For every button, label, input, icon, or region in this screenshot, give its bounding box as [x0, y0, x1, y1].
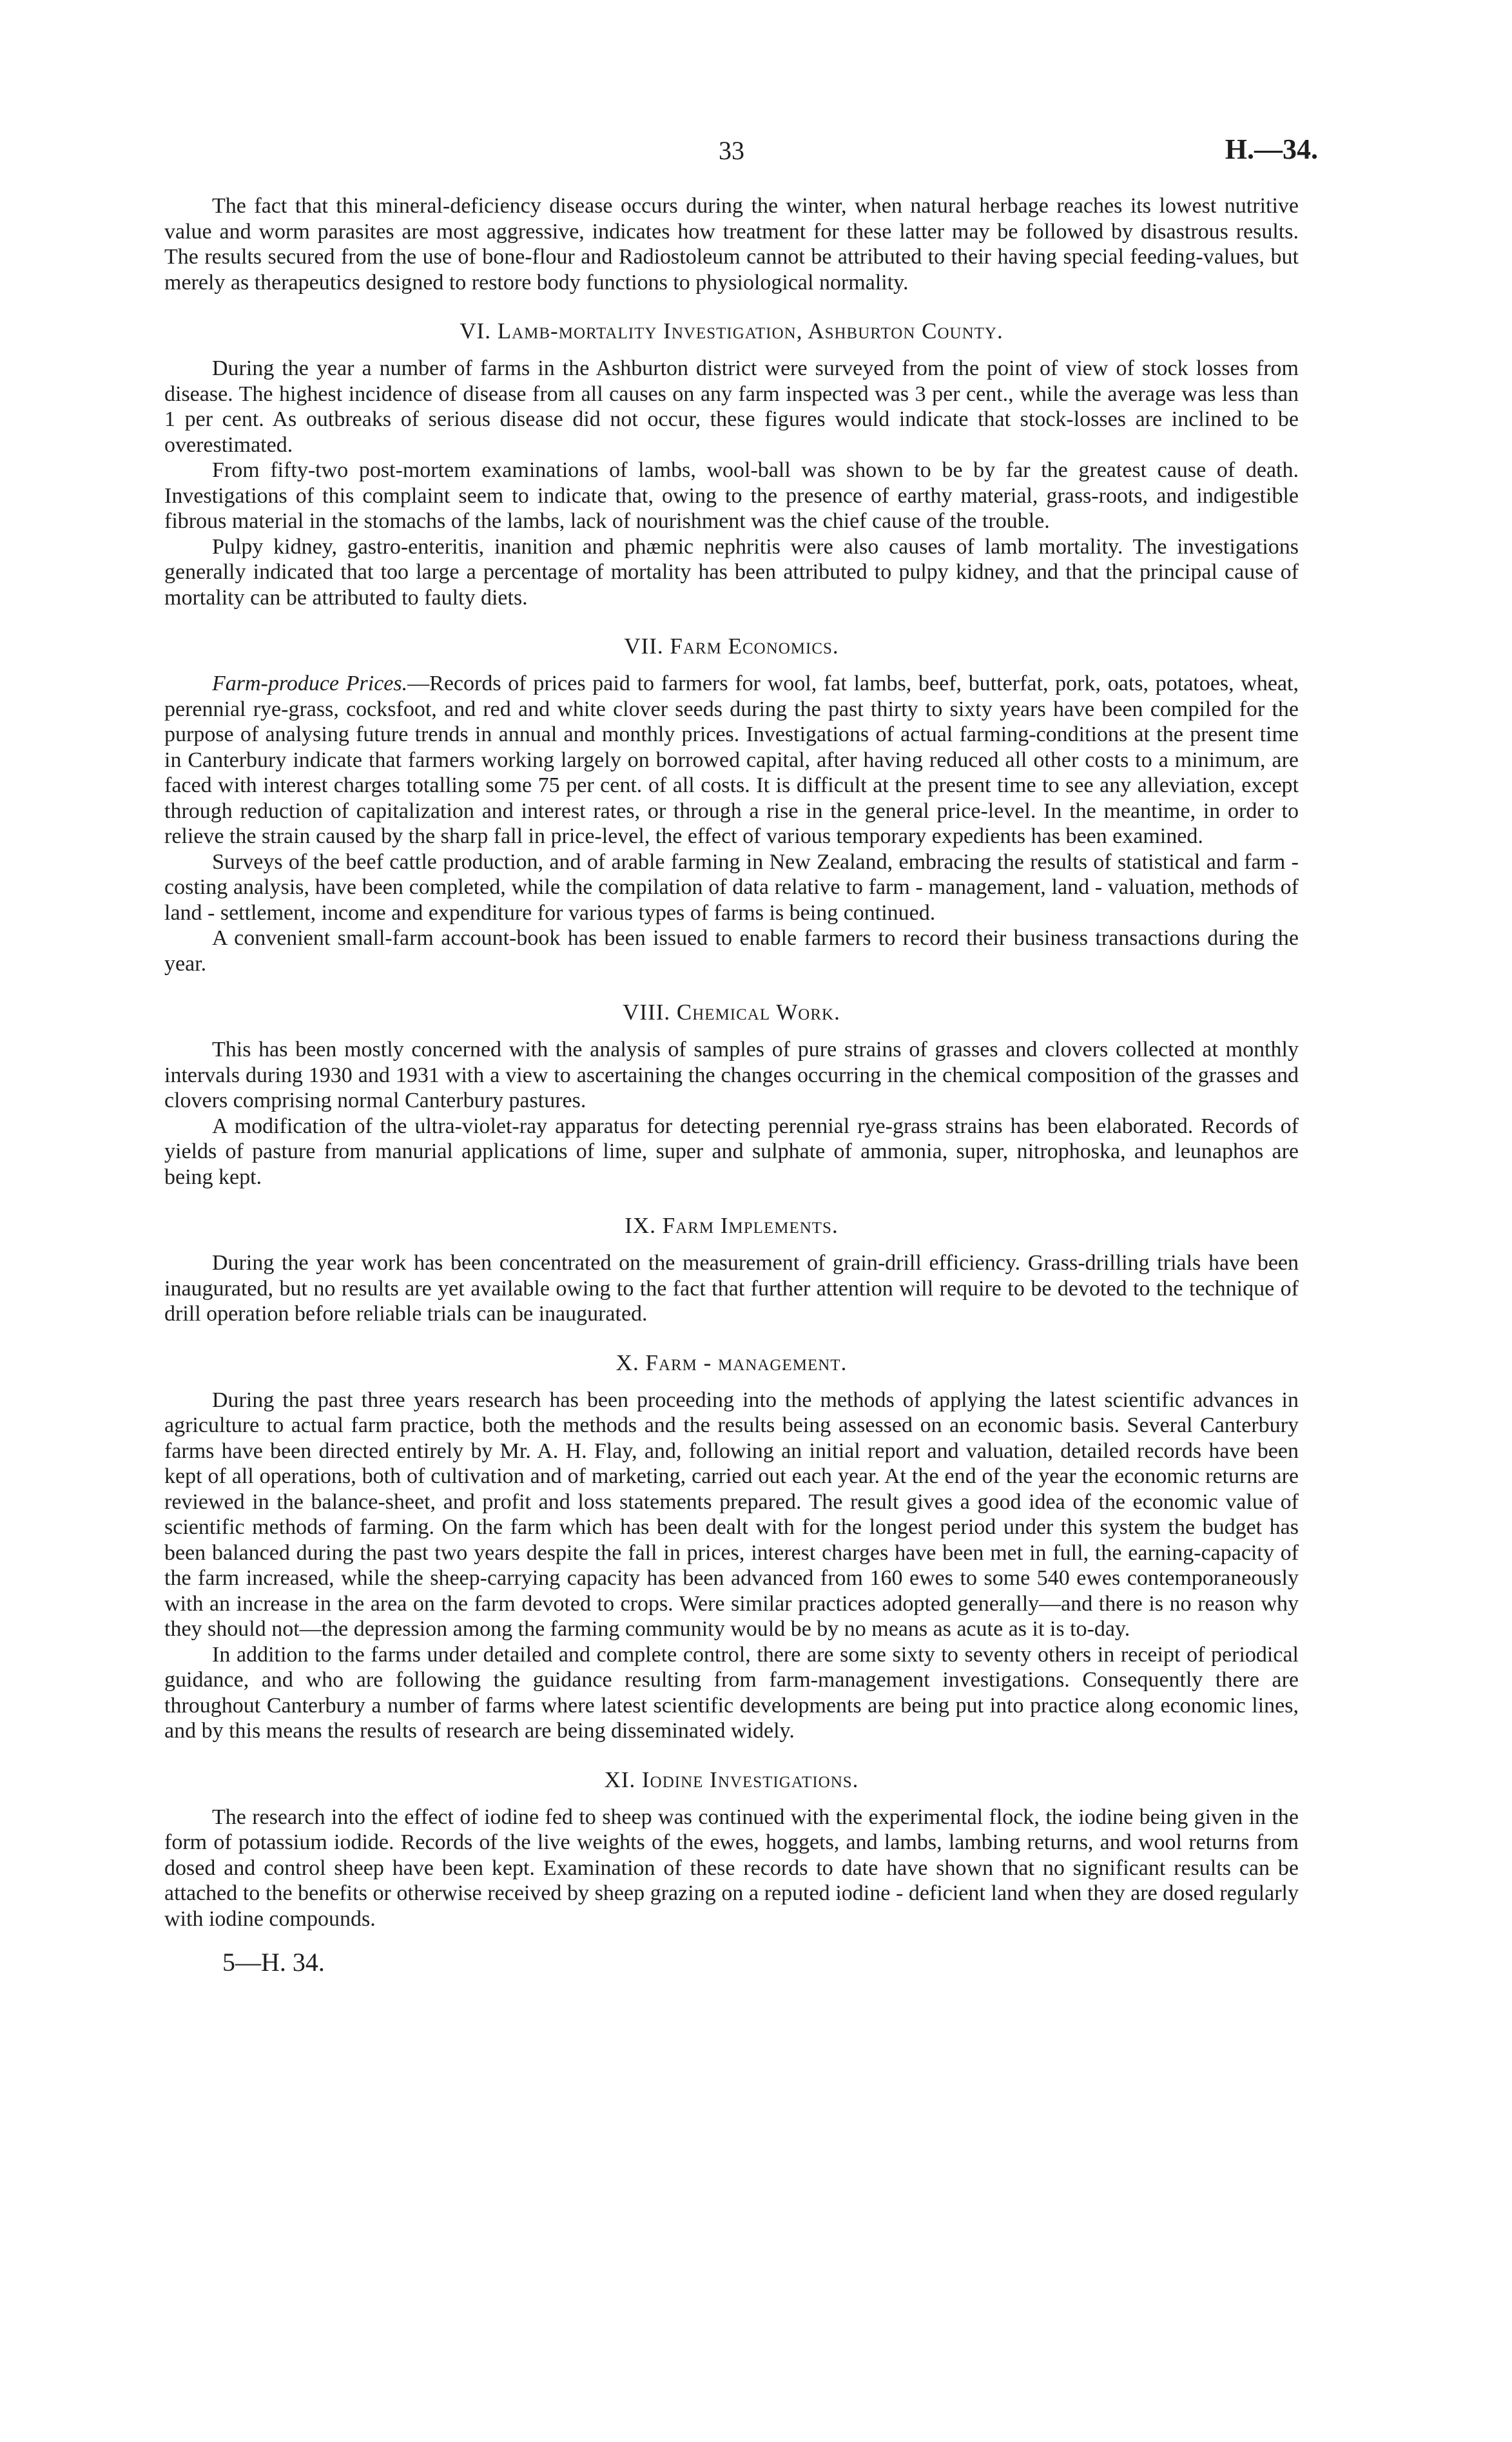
paragraph: This has been mostly concerned with the analysis of samples of pure strains of grasses and clovers collected at monthly intervals during 1930 and 1931 with a view to ascertaining the changes occurring in the chemical composition of the grasses and clovers comprising normal Canterbury pastures. [164, 1038, 1299, 1112]
section-number: VI. [460, 318, 491, 344]
section-title: Farm Economics. [670, 634, 839, 659]
section-heading-ix [164, 1213, 1299, 1239]
sheet-reference: 5—H. 34. [222, 1948, 325, 1977]
paragraph: During the year a number of farms in the Ashburton district were surveyed from the point of view of stock losses from disease. The highest incidence of disease from all causes on any farm inspected was 3 per cent., while the average was less than 1 per cent. As outbreaks of serious disease did not occur, these figures would indicate that stock-losses are inclined to be overestimated. [164, 356, 1299, 457]
section-title: Farm Implements. [662, 1213, 838, 1238]
page-header [164, 129, 1318, 168]
paragraph: Surveys of the beef cattle production, and of arable farming in New Zealand, embracing the results of statistical and farm - costing analysis, have been completed, while the compilation of data relative to farm - management, land - valuation, methods of land - settlement, income and expenditure for various types of farms is being continued. [164, 849, 1299, 925]
document-reference: H.—34. [1225, 133, 1318, 165]
section-heading-viii [164, 1000, 1299, 1025]
section-number: IX. [625, 1213, 656, 1238]
section-heading-vii [164, 634, 1299, 659]
page-number: 33 [719, 136, 744, 165]
paragraph-lead: Farm-produce Prices. [212, 672, 408, 695]
intro-paragraph: The fact that this mineral-deficiency disease occurs during the winter, when natural herbage reaches its lowest nutritive value and worm parasites are most aggressive, indicates how treatment for these latter may be followed by disastrous results. The results secured from the use of bone-flour and Radiostoleum cannot be attributed to their having special feeding-values, but merely as therapeutics designed to restore body functions to physiological normality. [164, 194, 1299, 295]
section-heading-x [164, 1350, 1299, 1376]
paragraph: From fifty-two post-mortem examinations of lambs, wool-ball was shown to be by far the greatest cause of death. Investigations of this complaint seem to indicate that, owing to the presence of earthy material, grass-roots, and indigestible fibrous material in the stomachs of the lambs, lack of nourishment was the chief cause of the trouble. [164, 458, 1299, 533]
paragraph: A modification of the ultra-violet-ray apparatus for detecting perennial rye-grass strains has been elaborated. Records of yields of pasture from manurial applications of lime, super and sulphate of ammonia, super, nitrophoska, and leunaphos are being kept. [164, 1114, 1299, 1189]
paragraph: In addition to the farms under detailed and complete control, there are some sixty to seventy others in receipt of periodical guidance, and who are following the guidance resulting from farm-management investigations. Consequently there are throughout Canterbury a number of farms where latest scientific developments are being put into practice along economic lines, and by this means the results of research are being disseminated widely. [164, 1642, 1299, 1743]
section-title: Lamb-mortality Investigation, Ashburton County. [497, 318, 1003, 344]
paragraph [164, 671, 1299, 849]
section-number: VII. [624, 634, 664, 659]
section-number: X. [615, 1350, 639, 1375]
paragraph: The research into the effect of iodine fed to sheep was continued with the experimental flock, the iodine being given in the form of potassium iodide. Records of the live weights of the ewes, hoggets, and lambs, lambing returns, and wool returns from dosed and control sheep have been kept. Examination of these records to date have shown that no significant results can be attached to the benefits or otherwise received by sheep grazing on a reputed iodine - deficient land when they are dosed regularly with iodine compounds. [164, 1805, 1299, 1931]
section-heading-vi [164, 318, 1299, 344]
paragraph: During the past three years research has been proceeding into the methods of applying the latest scientific advances in agriculture to actual farm practice, both the methods and the results being assessed on an economic basis. Several Canterbury farms have been directed entirely by Mr. A. H. Flay, and, following an initial report and valuation, detailed records have been kept of all operations, both of cultivation and of marketing, carried out each year. At the end of the year the economic returns are reviewed in the balance-sheet, and profit and loss statements prepared. The result gives a good idea of the economic value of scientific methods of farming. On the farm which has been dealt with for the longest period under this system the budget has been balanced during the past two years despite the fall in prices, interest charges have been met in full, the earning-capacity of the farm increased, while the sheep-carrying capacity has been advanced from 160 ewes to some 540 ewes contemporaneously with an increase in the area on the farm devoted to crops. Were similar practices adopted generally—and there is no reason why they should not—the depression among the farming community would be by no means as acute as it is to-day. [164, 1388, 1299, 1641]
section-title: Farm - management. [645, 1350, 848, 1375]
paragraph: During the year work has been concentrated on the measurement of grain-drill efficiency. Grass-drilling trials have been inaugurated, but no results are yet available owing to the fact that further attention will require to be devoted to the technique of drill operation before reliable trials can be inaugurated. [164, 1251, 1299, 1326]
section-title: Iodine Investigations. [642, 1767, 859, 1792]
section-number: XI. [604, 1767, 636, 1792]
document-page [164, 129, 1318, 1977]
paragraph-body: —Records of prices paid to farmers for wool, fat lambs, beef, butterfat, pork, oats, potatoes, wheat, perennial rye-grass, cocksfoot, and red and white clover seeds during the past thirty to sixty years have been compiled for the purpose of analysing future trends in annual and monthly prices. Investigations of actual farming-conditions at the present time in Canterbury indicate that farmers working largely on borrowed capital, after having reduced all other costs to a minimum, are faced with interest charges totalling some 75 per cent. of all costs. It is difficult at the present time to see any alleviation, except through reduction of capitalization and interest rates, or through a rise in the general price-level. In the meantime, in order to relieve the strain caused by the sharp fall in price-level, the effect of various temporary expedients has been examined. [164, 672, 1299, 848]
section-heading-xi [164, 1767, 1299, 1793]
section-title: Chemical Work. [676, 1000, 840, 1025]
paragraph: Pulpy kidney, gastro-enteritis, inanition and phæmic nephritis were also causes of lamb mortality. The investigations generally indicated that too large a percentage of mortality has been attributed to pulpy kidney, and that the principal cause of mortality can be attributed to faulty diets. [164, 534, 1299, 610]
section-number: VIII. [623, 1000, 671, 1025]
paragraph: A convenient small-farm account-book has been issued to enable farmers to record their business transactions during the year. [164, 926, 1299, 976]
